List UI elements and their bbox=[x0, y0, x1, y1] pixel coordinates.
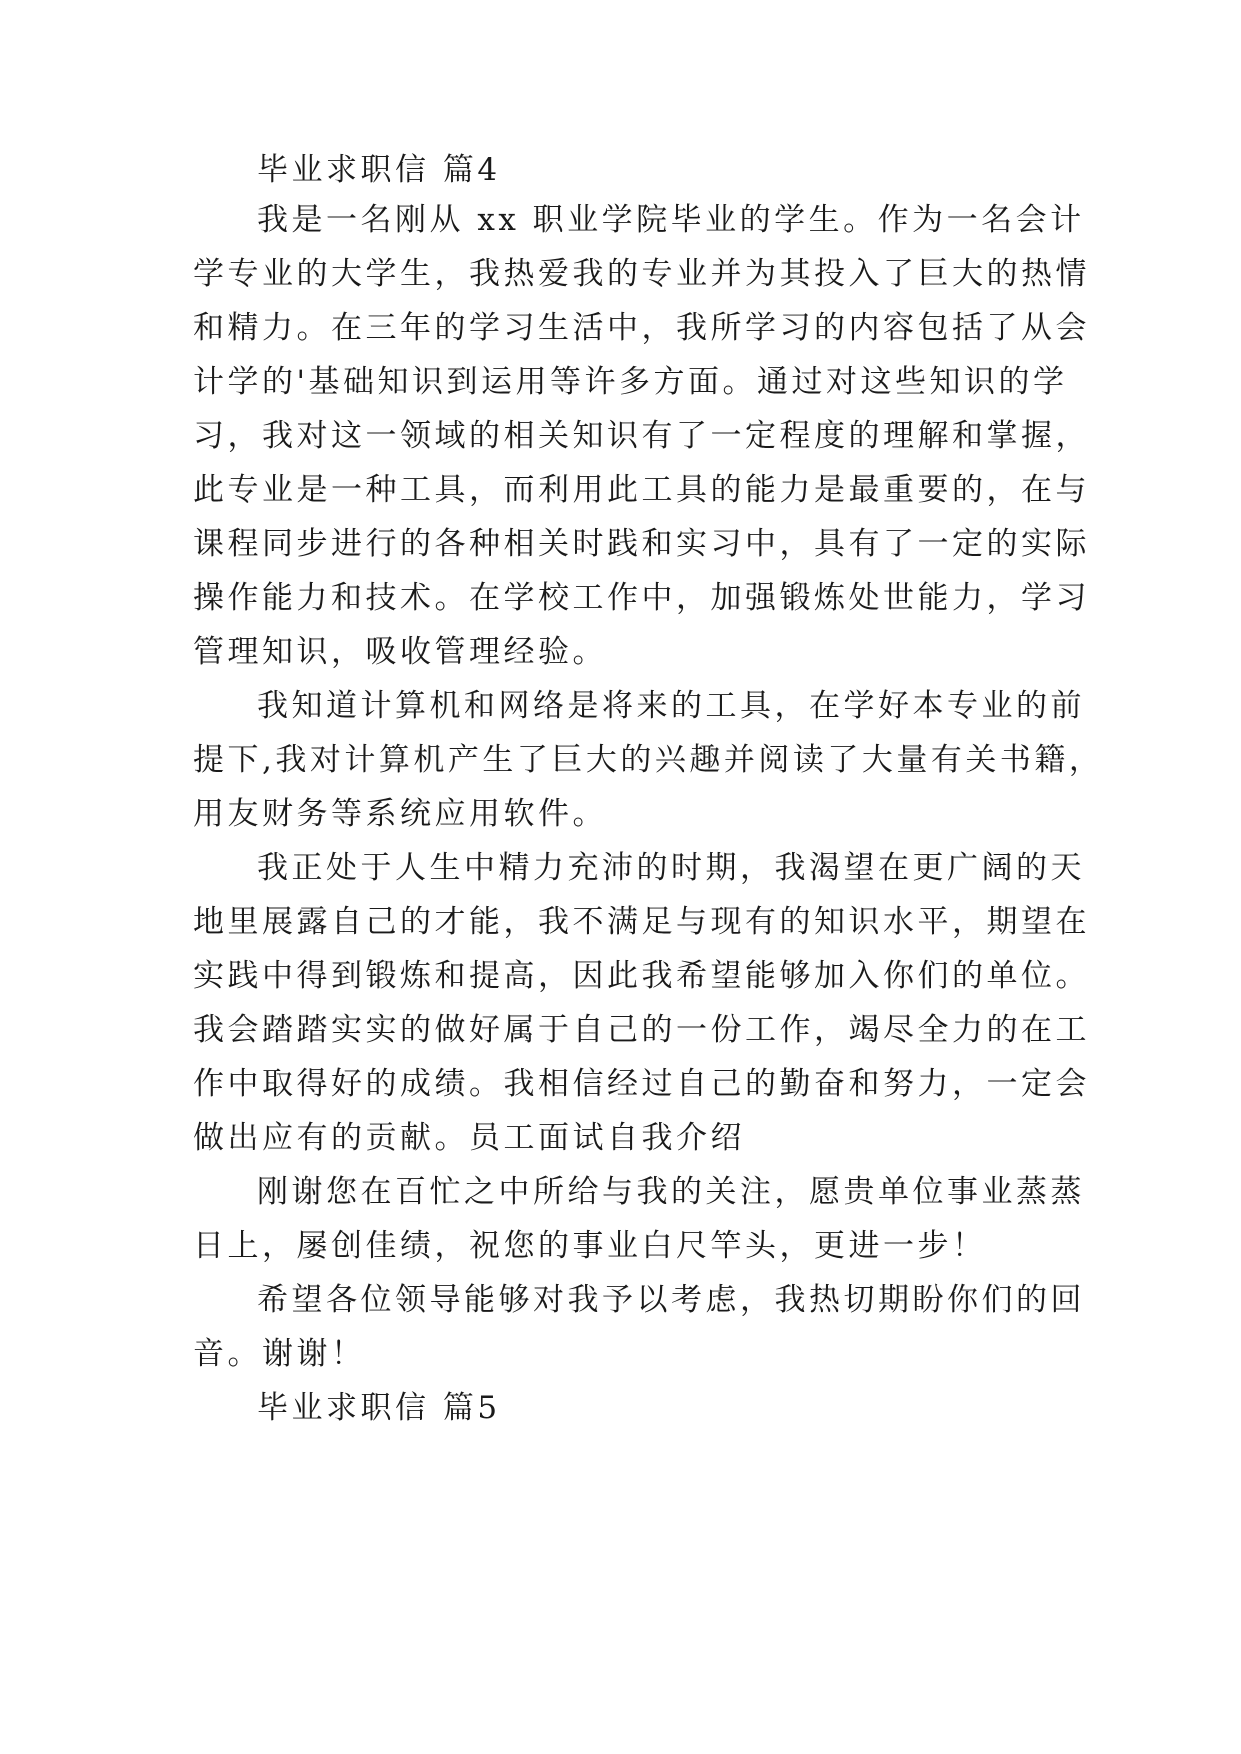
paragraph-line: 学专业的大学生，我热爱我的专业并为其投入了巨大的热情 bbox=[193, 256, 1090, 292]
paragraph-line: 我会踏踏实实的做好属于自己的一份工作，竭尽全力的在工 bbox=[193, 1012, 1090, 1048]
paragraph-line: 我知道计算机和网络是将来的工具，在学好本专业的前 bbox=[257, 688, 1085, 724]
paragraph-line: 计学的'基础知识到运用等许多方面。通过对这些知识的学 bbox=[193, 364, 1068, 400]
paragraph-line: 刚谢您在百忙之中所给与我的关注，愿贵单位事业蒸蒸 bbox=[257, 1174, 1085, 1210]
paragraph-line: 提下,我对计算机产生了巨大的兴趣并阅读了大量有关书籍， bbox=[193, 742, 1104, 778]
paragraph-line: 做出应有的贡献。员工面试自我介绍 bbox=[193, 1120, 745, 1156]
paragraph-line: 操作能力和技术。在学校工作中，加强锻炼处世能力，学习 bbox=[193, 580, 1090, 616]
paragraph-line: 习，我对这一领域的相关知识有了一定程度的理解和掌握， bbox=[193, 418, 1090, 454]
paragraph-line: 我是一名刚从 xx 职业学院毕业的学生。作为一名会计 bbox=[257, 202, 1085, 238]
section-heading: 毕业求职信 篇5 bbox=[257, 1390, 501, 1426]
section-heading: 毕业求职信 篇4 bbox=[257, 152, 501, 188]
paragraph-line: 日上，屡创佳绩，祝您的事业白尺竿头，更进一步！ bbox=[193, 1228, 987, 1264]
paragraph-line: 和精力。在三年的学习生活中，我所学习的内容包括了从会 bbox=[193, 310, 1090, 346]
paragraph-line: 课程同步进行的各种相关时践和实习中，具有了一定的实际 bbox=[193, 526, 1090, 562]
paragraph-line: 用友财务等系统应用软件。 bbox=[193, 796, 607, 832]
paragraph-line: 此专业是一种工具，而利用此工具的能力是最重要的，在与 bbox=[193, 472, 1090, 508]
paragraph-line: 音。谢谢！ bbox=[193, 1336, 366, 1372]
paragraph-line: 希望各位领导能够对我予以考虑，我热切期盼你们的回 bbox=[257, 1282, 1085, 1318]
paragraph-line: 作中取得好的成绩。我相信经过自己的勤奋和努力，一定会 bbox=[193, 1066, 1090, 1102]
paragraph-line: 管理知识，吸收管理经验。 bbox=[193, 634, 607, 670]
paragraph-line: 地里展露自己的才能，我不满足与现有的知识水平，期望在 bbox=[193, 904, 1090, 940]
paragraph-line: 我正处于人生中精力充沛的时期，我渴望在更广阔的天 bbox=[257, 850, 1085, 886]
paragraph-line: 实践中得到锻炼和提高，因此我希望能够加入你们的单位。 bbox=[193, 958, 1090, 994]
